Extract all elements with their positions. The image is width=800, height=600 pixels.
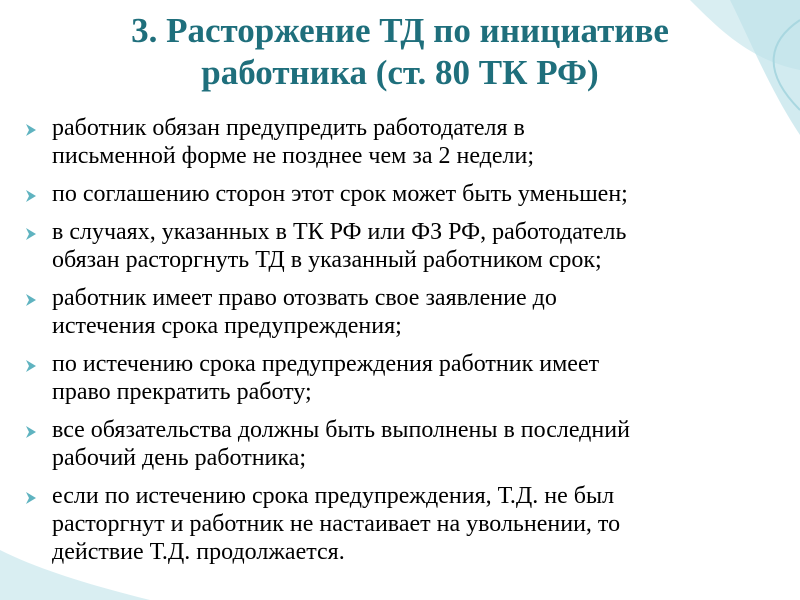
bullet-text-line2: расторгнут и работник не настаивает на увольнении, то xyxy=(52,511,621,537)
arrowhead-bullet-icon xyxy=(24,359,38,373)
bullet-text-line2: истечения срока предупреждения; xyxy=(52,313,402,339)
slide-title-line2: работника (ст. 80 ТК РФ) xyxy=(201,53,599,92)
bullet-text-line1: в случаях, указанных в ТК РФ или ФЗ РФ, работодатель xyxy=(52,219,627,245)
arrowhead-bullet-icon xyxy=(24,227,38,241)
bullet-item xyxy=(0,114,790,170)
bullet-text-line1: работник обязан предупредить работодателя в xyxy=(52,115,525,141)
bullet-text-line1: все обязательства должны быть выполнены в последний xyxy=(52,417,630,443)
bullet-text-line2: письменной форме не позднее чем за 2 недели; xyxy=(52,143,535,169)
bullet-item xyxy=(0,416,790,472)
bullet-text-line1: работник имеет право отозвать свое заявление до xyxy=(52,285,557,311)
bullet-item xyxy=(0,180,790,208)
arrowhead-bullet-icon xyxy=(24,123,38,137)
bullet-text-line1: по соглашению сторон этот срок может быть уменьшен; xyxy=(52,181,628,207)
slide-title xyxy=(40,10,760,94)
bullet-item xyxy=(0,482,790,566)
bullet-list xyxy=(0,114,790,576)
bullet-item xyxy=(0,350,790,406)
bullet-item xyxy=(0,284,790,340)
slide-title-line1: 3. Расторжение ТД по инициативе xyxy=(131,11,669,50)
arrowhead-bullet-icon xyxy=(24,189,38,203)
bullet-text-line1: по истечению срока предупреждения работник имеет xyxy=(52,351,600,377)
bullet-text-line2: рабочий день работника; xyxy=(52,445,306,471)
arrowhead-bullet-icon xyxy=(24,491,38,505)
bullet-text-line2: право прекратить работу; xyxy=(52,379,312,405)
bullet-text-line2: обязан расторгнуть ТД в указанный работником срок; xyxy=(52,247,602,273)
bullet-text-line1: если по истечению срока предупреждения, Т.Д. не был xyxy=(52,483,615,509)
bullet-item xyxy=(0,218,790,274)
arrowhead-bullet-icon xyxy=(24,425,38,439)
arrowhead-bullet-icon xyxy=(24,293,38,307)
bullet-text-line3: действие Т.Д. продолжается. xyxy=(52,539,345,565)
